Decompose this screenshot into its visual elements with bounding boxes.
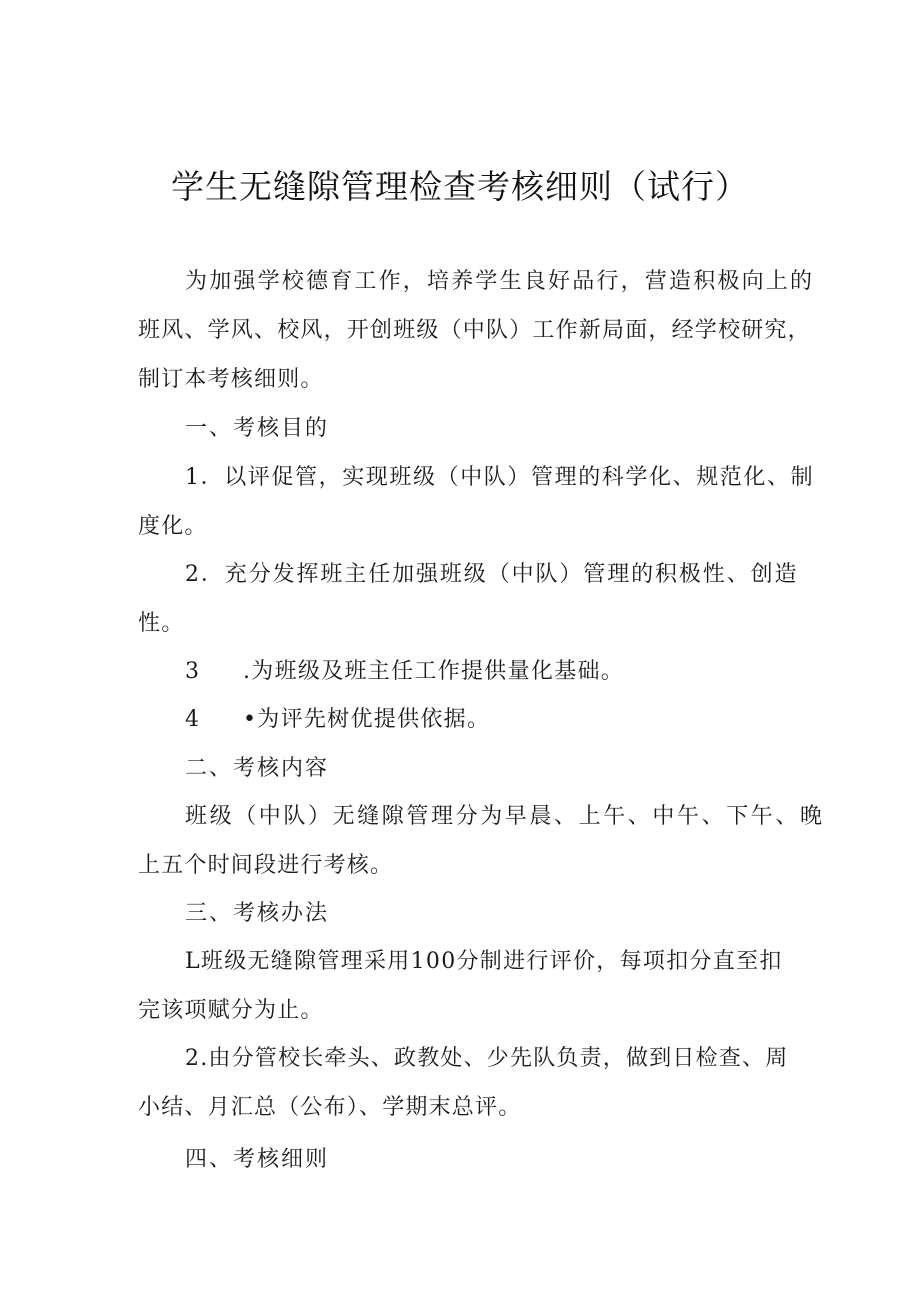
- section-heading-details: 四、考核细则: [185, 1147, 330, 1172]
- purpose-item-4-number: 4: [185, 707, 201, 732]
- section-heading-content: 二、考核内容: [185, 756, 330, 781]
- method-item-2-line-2: 小结、月汇总（公布）、学期末总评。: [138, 1095, 522, 1120]
- content-para-line-1: 班级（中队）无缝隙管理分为早晨、上午、中午、下午、晚: [185, 804, 825, 829]
- section-heading-purpose: 一、考核目的: [185, 416, 330, 441]
- document-title: 学生无缝隙管理检查考核细则（试行）: [171, 167, 749, 206]
- purpose-item-3: [185, 655, 624, 689]
- intro-line-2: 班风、学风、校风，开创班级（中队）工作新局面，经学校研究，: [138, 318, 811, 343]
- purpose-item-2-line-2: 性。: [138, 611, 185, 636]
- method-item-1-line-1: L班级无缝隙管理采用100分制进行评价，每项扣分直至扣: [185, 949, 783, 974]
- purpose-item-4: [185, 703, 490, 737]
- purpose-item-4-text: •为评先树优提供依据。: [243, 707, 491, 732]
- intro-line-1: 为加强学校德育工作，培养学生良好品行，营造积极向上的: [185, 269, 815, 294]
- method-item-1-line-2: 完该项赋分为止。: [138, 998, 324, 1023]
- purpose-item-3-number: 3: [185, 659, 201, 684]
- purpose-item-1-line-2: 度化。: [138, 514, 208, 539]
- purpose-item-2-line-1: 2．充分发挥班主任加强班级（中队）管理的积极性、创造: [185, 562, 799, 587]
- method-item-2-line-1: 2.由分管校长牵头、政教处、少先队负责，做到日检查、周: [185, 1046, 789, 1071]
- intro-line-3: 制订本考核细则。: [138, 367, 324, 392]
- purpose-item-3-text: .为班级及班主任工作提供量化基础。: [243, 659, 625, 684]
- purpose-item-1-line-1: 1．以评促管，实现班级（中队）管理的科学化、规范化、制: [185, 465, 815, 490]
- content-para-line-2: 上五个时间段进行考核。: [138, 853, 394, 878]
- section-heading-method: 三、考核办法: [185, 901, 330, 926]
